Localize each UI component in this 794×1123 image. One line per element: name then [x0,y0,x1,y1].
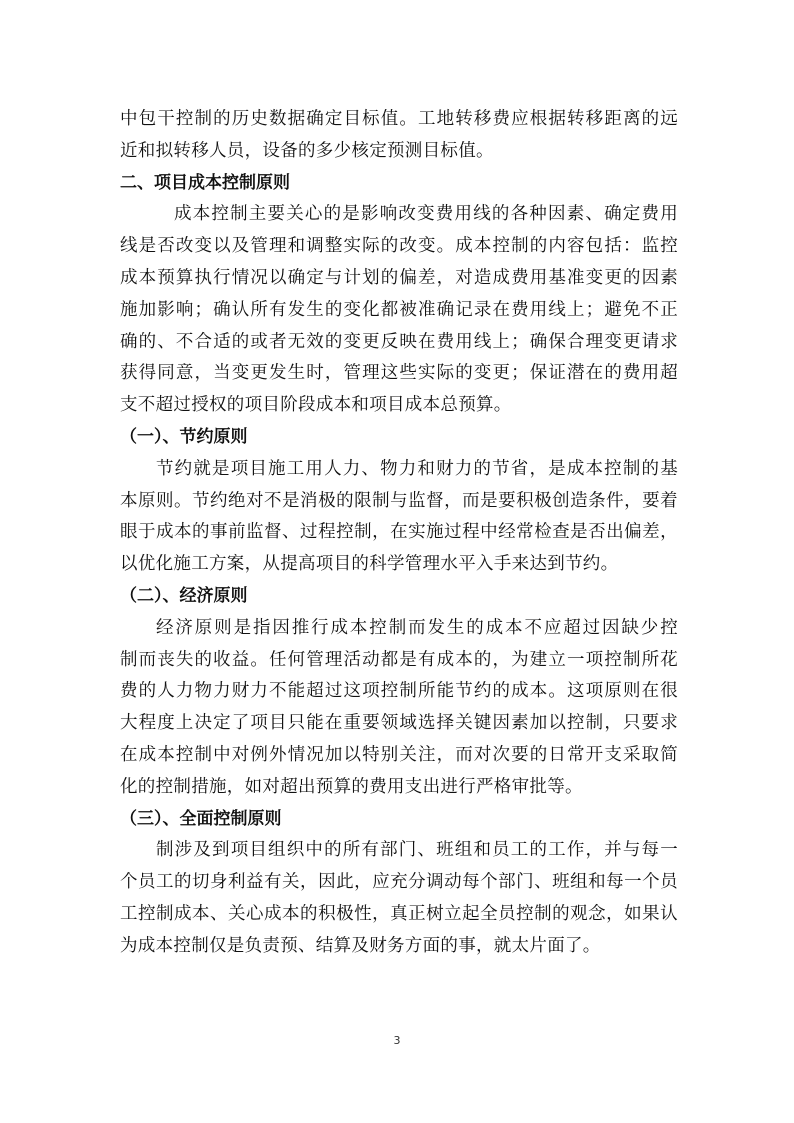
text-line: 本原则。节约绝对不是消极的限制与监督，而是要积极创造条件，要着 [120,490,678,511]
text-line: 近和拟转移人员，设备的多少核定预测目标值。 [120,140,494,161]
text-line: 线是否改变以及管理和调整实际的改变。成本控制的内容包括：监控 [120,236,678,257]
subsection-heading: （二）、经济原则 [120,585,248,606]
paragraph-first-line: 节约就是项目施工用人力、物力和财力的节省，是成本控制的基 [156,458,678,479]
text-line: 费的人力物力财力不能超过这项控制所能节约的成本。这项原则在很 [120,681,678,702]
text-line: 中包干控制的历史数据确定目标值。工地转移费应根据转移距离的远 [120,109,678,129]
paragraph-first-line: 成本控制主要关心的是影响改变费用线的各种因素、确定费用 [174,204,678,225]
text-line: 个员工的切身利益有关，因此，应充分调动每个部门、班组和每一个员 [120,872,678,893]
text-line: 制而丧失的收益。任何管理活动都是有成本的，为建立一项控制所花 [120,649,678,670]
subsection-heading: （一）、节约原则 [120,426,248,447]
text-line: 确的、不合适的或者无效的变更反映在费用线上；确保合理变更请求 [120,331,678,352]
text-line: 施加影响；确认所有发生的变化都被准确记录在费用线上；避免不正 [120,299,678,320]
text-line: 支不超过授权的项目阶段成本和项目成本总预算。 [120,395,512,416]
text-line: 在成本控制中对例外情况加以特别关注，而对次要的日常开支采取简 [120,744,678,765]
page-number: 3 [393,1034,401,1047]
text-line: 获得同意，当变更发生时，管理这些实际的变更；保证潜在的费用超 [120,363,678,384]
paragraph-first-line: 经济原则是指因推行成本控制而发生的成本不应超过因缺少控 [156,617,678,638]
text-line: 成本预算执行情况以确定与计划的偏差，对造成费用基准变更的因素 [120,267,678,288]
paragraph-first-line: 制涉及到项目组织中的所有部门、班组和员工的工作，并与每一 [156,840,678,861]
text-line: 工控制成本、关心成本的积极性，真正树立起全员控制的观念，如果认 [120,903,678,924]
section-heading: 二、项目成本控制原则 [120,172,290,193]
subsection-heading: （三）、全面控制原则 [120,808,282,829]
text-line: 为成本控制仅是负责预、结算及财务方面的事，就太片面了。 [120,935,601,956]
document-page [120,104,678,963]
text-line: 化的控制措施，如对超出预算的费用支出进行严格审批等。 [120,776,583,797]
text-line: 眼于成本的事前监督、过程控制，在实施过程中经常检查是否出偏差， [120,522,678,543]
text-line: 以优化施工方案，从提高项目的科学管理水平入手来达到节约。 [120,554,619,575]
text-line: 大程度上决定了项目只能在重要领域选择关键因素加以控制，只要求 [120,713,678,734]
